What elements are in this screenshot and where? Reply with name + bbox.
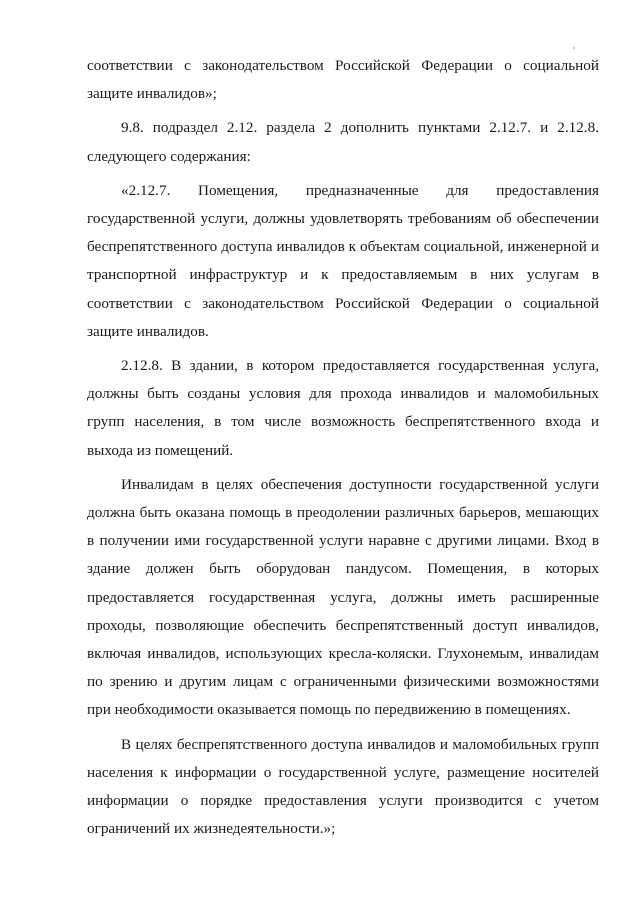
paragraph-clause-2-12-8: 2.12.8. В здании, в котором предоставляется государственная услуга, должны быть созданы условия для прохода инвалидов и маломобильных групп населения, в том числе возможность беспрепятственного входа и выхода из помещений.: [87, 357, 599, 459]
paragraph-information-access: В целях беспрепятственного доступа инвалидов и маломобильных групп населения к информации о государственной услуге, размещение носителей информации о порядке предоставления услуги производится с учетом ограничений их жизнедеятельности.»;: [87, 735, 599, 838]
paragraph-item-9-8: 9.8. подраздел 2.12. раздела 2 дополнить пунктами 2.12.7. и 2.12.8. следующего содержания:: [87, 119, 599, 165]
paragraph-continuation: соответствии с законодательством Российской Федерации о социальной защите инвалидов»;: [87, 57, 599, 103]
paragraph-disabled-assistance: Инвалидам в целях обеспечения доступности государственной услуги должна быть оказана помощь в преодолении различных барьеров, мешающих в получении ими государственной услуги наравне с другими лицами. Вход в здание должен быть оборудован пандусом. Помещения, в которых предоставляется государственная услуга, должны иметь расширенные проходы, позволяющие обеспечить беспрепятственный доступ инвалидов, включая инвалидов, использующих кресла-коляски. Глухонемым, инвалидам по зрению и другим лицам с ограниченными физическими возможностями при необходимости оказывается помощь по передвижению в помещениях.: [87, 475, 599, 719]
document-body: [87, 52, 599, 843]
scan-speck: [573, 47, 575, 49]
paragraph-clause-2-12-7: «2.12.7. Помещения, предназначенные для предоставления государственной услуги, должны удовлетворять требованиям об обеспечении беспрепятственного доступа инвалидов к объектам социальной, инженерной и транспортной инфраструктур и к предоставляемым в них услугам в соответствии с законодательством Российской Федерации о социальной защите инвалидов.: [87, 181, 599, 340]
